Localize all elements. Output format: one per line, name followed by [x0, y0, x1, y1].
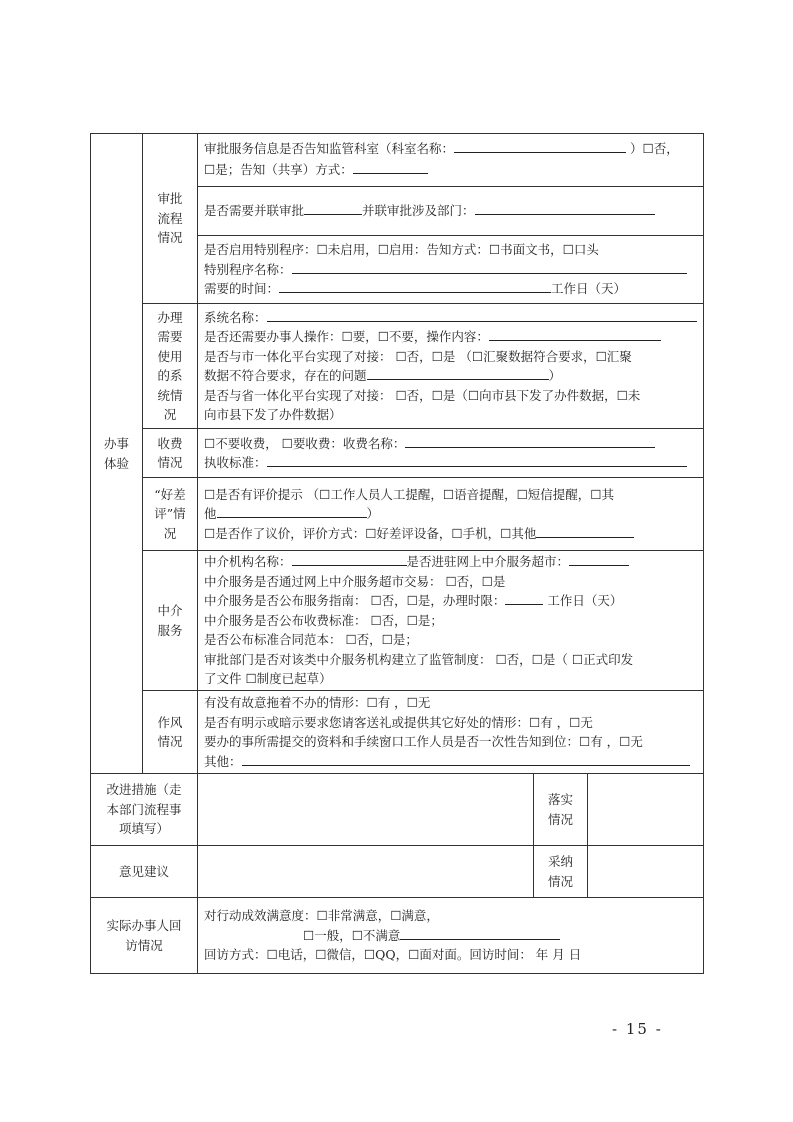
text: 是否启用特别程序：☐未启用，☐启用：告知方式：☐书面文书，☐口头 [204, 242, 599, 258]
fee-name-blank[interactable] [405, 434, 655, 448]
operation-blank[interactable] [489, 327, 661, 341]
text: 有没有故意拖着不办的情形：☐有 ，☐无 [204, 695, 431, 710]
text: 中介机构名称： [204, 554, 292, 570]
evaluation-form-table [90, 133, 704, 974]
fee-standard-blank[interactable] [267, 453, 687, 467]
text: ） [548, 368, 562, 383]
parallel-approval-cell[interactable] [198, 187, 704, 236]
dissatisfied-blank[interactable] [400, 926, 560, 940]
approval-notify-cell[interactable] [198, 134, 704, 187]
supermarket-blank[interactable] [569, 552, 629, 566]
text: 并联审批涉及部门： [362, 203, 475, 219]
page-number: - 15 - [612, 1020, 663, 1038]
text: 中介服务是否公布服务指南： ☐否，☐是，办理时限： [204, 593, 506, 609]
text: 是否公布标准合同范本： ☐否，☐是； [204, 632, 418, 648]
text: ☐是否作了议价，评价方式：☐好差评设备，☐手机，☐其他 [204, 525, 537, 541]
text: 对行动成效满意度：☐非常满意，☐满意， [204, 908, 439, 924]
section-label-experience: 办事体验 [91, 134, 143, 774]
text: ☐一般，☐不满意 [303, 927, 401, 943]
rating-label: “好差评”情况 [143, 478, 198, 551]
text: 审批服务信息是否告知监管科室（科室名称： [204, 141, 455, 156]
text: 他 [204, 506, 217, 522]
implement-label: 落实情况 [534, 774, 588, 846]
style-other-blank[interactable] [242, 752, 690, 766]
notify-method-blank[interactable] [353, 160, 428, 174]
text: 中介服务是否公布收费标准： ☐否，☐是； [204, 612, 443, 628]
visit-cell[interactable] [198, 898, 704, 974]
agency-name-blank[interactable] [292, 552, 407, 566]
improve-label: 改进措施（走本部门流程事项填写） [91, 774, 198, 846]
text: 是否与市一体化平台实现了对接： ☐否，☐是 （☐汇聚数据符合要求，☐汇聚 [204, 348, 632, 364]
text: ☐是；告知（共享）方式： [204, 162, 353, 177]
text: 是否进驻网上中介服务超市： [406, 554, 570, 570]
adopt-input[interactable] [588, 846, 704, 898]
text: ） [366, 506, 380, 522]
other-blank[interactable] [217, 504, 367, 518]
other-method-blank[interactable] [536, 524, 634, 538]
system-name-blank[interactable] [267, 308, 697, 322]
text: 向市县下发了办件数据） [204, 407, 342, 422]
text: ☐是否有评价提示 （☐工作人员人工提醒，☐语音提醒，☐短信提醒，☐其 [204, 486, 615, 502]
text: 中介服务是否通过网上中介服务超市交易： ☐否，☐是 [204, 573, 506, 589]
text: 是否还需要办事人操作：☐要，☐不要，操作内容： [204, 329, 489, 344]
time-blank[interactable] [279, 279, 551, 293]
suggest-label: 意见建议 [91, 846, 198, 898]
text: 是否需要并联审批 [204, 203, 305, 219]
text: 要办的事所需提交的资料和手续窗口工作人员是否一次性告知到位：☐有 ，☐无 [204, 734, 643, 749]
departments-blank[interactable] [475, 201, 655, 215]
time-limit-blank[interactable] [505, 591, 543, 605]
style-label: 作风情况 [143, 691, 198, 774]
text: ）☐否， [630, 141, 679, 156]
text: 其他： [204, 753, 242, 769]
system-label: 办理需要使用的系统情况 [143, 304, 198, 429]
text: 工作日（天） [551, 281, 627, 297]
text: 回访方式：☐电话，☐微信，☐QQ，☐面对面。回访时间： 年 月 日 [204, 947, 582, 963]
approval-label: 审批流程情况 [143, 134, 198, 304]
text: 了文件 ☐制度已起草） [204, 671, 332, 687]
text: 执收标准： [204, 455, 267, 470]
system-cell[interactable] [198, 304, 704, 429]
text: 特别程序名称： [204, 261, 292, 277]
agency-label: 中介服务 [143, 551, 198, 691]
fee-cell[interactable] [198, 429, 704, 478]
fee-label: 收费情况 [143, 429, 198, 478]
office-name-blank[interactable] [454, 139, 626, 153]
text: 是否与省一体化平台实现了对接： ☐否，☐是（☐向市县下发了办件数据，☐未 [204, 387, 641, 403]
improve-input[interactable] [198, 774, 534, 846]
procedure-name-blank[interactable] [292, 260, 687, 274]
implement-input[interactable] [588, 774, 704, 846]
special-procedure-cell[interactable] [198, 236, 704, 304]
text: 需要的时间： [204, 281, 280, 297]
text: 数据不符合要求，存在的问题 [204, 368, 367, 383]
text: 审批部门是否对该类中介服务机构建立了监管制度： ☐否，☐是（ ☐正式印发 [204, 651, 634, 667]
text: ☐不要收费， ☐要收费：收费名称： [204, 435, 406, 451]
text: 是否有明示或暗示要求您请客送礼或提供其它好处的情形：☐有 ，☐无 [204, 714, 593, 730]
visit-label: 实际办事人回访情况 [91, 898, 198, 974]
text: 系统名称： [204, 309, 267, 325]
text: 工作日（天） [543, 593, 623, 609]
rating-cell[interactable] [198, 478, 704, 551]
agency-cell[interactable] [198, 551, 704, 691]
style-cell[interactable] [198, 691, 704, 774]
suggest-input[interactable] [198, 846, 534, 898]
issue-blank[interactable] [367, 366, 549, 380]
parallel-blank[interactable] [304, 201, 362, 215]
adopt-label: 采纳情况 [534, 846, 588, 898]
